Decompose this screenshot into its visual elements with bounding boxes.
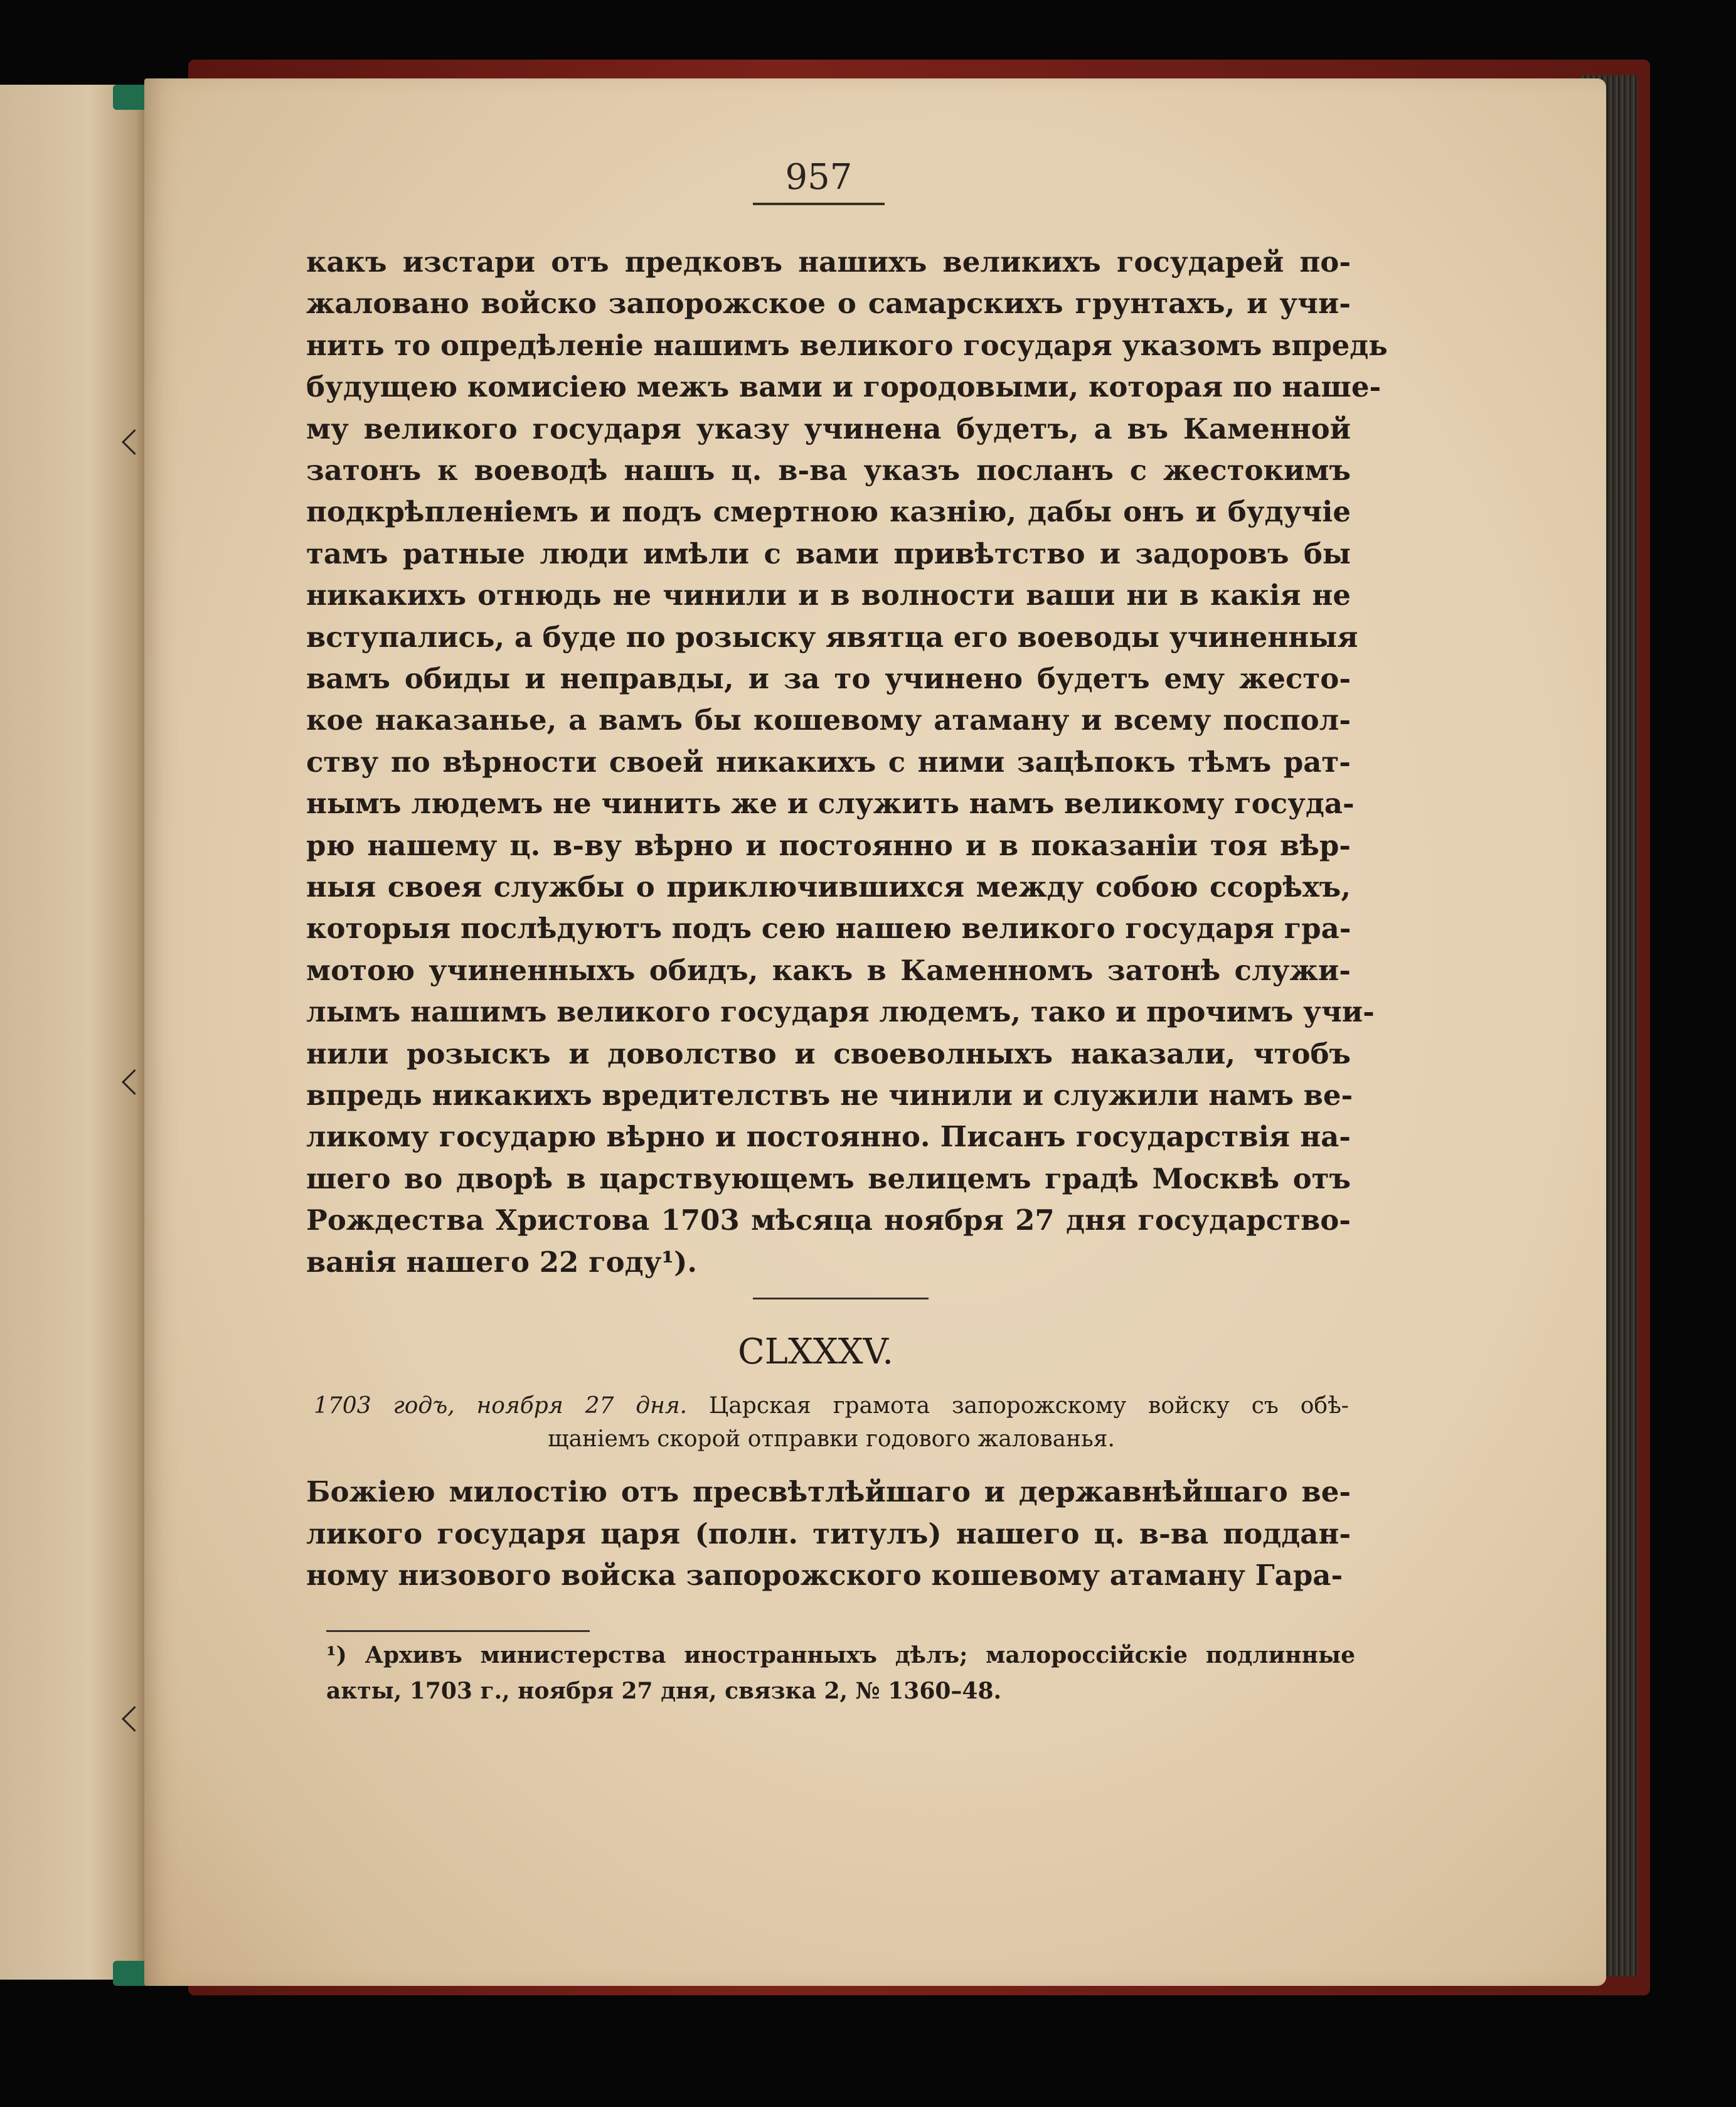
text-line: ству по вѣрности своей никакихъ с ними зацѣпокъ тѣмъ рат-: [306, 745, 1351, 779]
text-line: ныя своея службы о приключившихся между собою ссорѣхъ,: [306, 870, 1351, 904]
text-line: жаловано войско запорожское о самарскихъ грунтахъ, и учи-: [306, 287, 1351, 321]
text-line: ¹) Архивъ министерства иностранныхъ дѣлъ; малороссійскіе подлинные: [326, 1642, 1355, 1668]
text-line: тамъ ратные люди имѣли с вами привѣтство и задоровъ бы: [306, 536, 1351, 570]
text-line: лымъ нашимъ великого государя людемъ, тако и прочимъ учи-: [306, 995, 1375, 1029]
text-line: никакихъ отнюдь не чинили и в волности ваши ни в какія не: [306, 579, 1351, 612]
document-title-text: Царская грамота запорожскому войску съ обѣ-: [709, 1393, 1349, 1419]
text-line: акты, 1703 г., ноября 27 дня, связка 2, № 1360–48.: [326, 1678, 1002, 1704]
text-line: ванія нашего 22 году¹).: [306, 1245, 698, 1279]
text-line: ликого государя царя (полн. титулъ) нашего ц. в-ва поддан-: [306, 1517, 1351, 1550]
text-line: впредь никакихъ вредителствъ не чинили и служили намъ ве-: [306, 1079, 1353, 1112]
text-line: Рождества Христова 1703 мѣсяца ноября 27 дня государство-: [306, 1203, 1351, 1237]
text-line: которыя послѣдуютъ подъ сею нашею великого государя гра-: [306, 912, 1351, 946]
text-line: рю нашему ц. в-ву вѣрно и постоянно и в показаніи тоя вѣр-: [306, 828, 1351, 862]
document-date: 1703 годъ, ноября 27 дня.: [314, 1393, 688, 1419]
section-divider: [753, 1298, 929, 1299]
section-heading: CLXXXV.: [737, 1331, 894, 1372]
text-line: подкрѣпленіемъ и подъ смертною казнію, дабы онъ и будучіе: [306, 495, 1351, 529]
text-line: нымъ людемъ не чинить же и служить намъ великому госуда-: [306, 787, 1355, 821]
text-line: будущею комисіею межъ вами и городовыми, которая по наше-: [306, 370, 1382, 404]
text-line: му великого государя указу учинена будетъ, а въ Каменной: [306, 412, 1351, 445]
text-line: Божіею милостію отъ пресвѣтлѣйшаго и державнѣйшаго ве-: [306, 1475, 1351, 1508]
text-line: какъ изстари отъ предковъ нашихъ великихъ государей по-: [306, 245, 1351, 279]
text-line: вступались, а буде по розыску явятца его воеводы учиненныя: [306, 620, 1358, 654]
text-line: затонъ к воеводѣ нашъ ц. в-ва указъ посланъ с жестокимъ: [306, 454, 1351, 487]
document-title-line: щаніемъ скорой отправки годового жалованья.: [548, 1426, 1115, 1452]
document-title-line: [314, 1390, 1349, 1422]
text-line: нить то опредѣленіе нашимъ великого государя указомъ впредь: [306, 328, 1388, 362]
page-number: 957: [785, 157, 853, 198]
text-line: ликому государю вѣрно и постоянно. Писанъ государствія на-: [306, 1120, 1351, 1154]
text-line: мотою учиненныхъ обидъ, какъ в Каменномъ затонѣ служи-: [306, 953, 1351, 987]
text-line: кое наказанье, а вамъ бы кошевому атаману и всему поспол-: [306, 703, 1351, 737]
text-line: вамъ обиды и неправды, и за то учинено будетъ ему жесто-: [306, 662, 1351, 695]
text-line: нили розыскъ и доволство и своеволныхъ наказали, чтобъ: [306, 1037, 1351, 1070]
facing-page: [0, 85, 151, 1980]
footnote-rule: [326, 1630, 590, 1632]
text-line: ному низового войска запорожского кошевому атаману Гара-: [306, 1559, 1343, 1592]
text-line: шего во дворѣ в царствующемъ велицемъ градѣ Москвѣ отъ: [306, 1161, 1351, 1195]
page-number-rule: [753, 203, 885, 205]
